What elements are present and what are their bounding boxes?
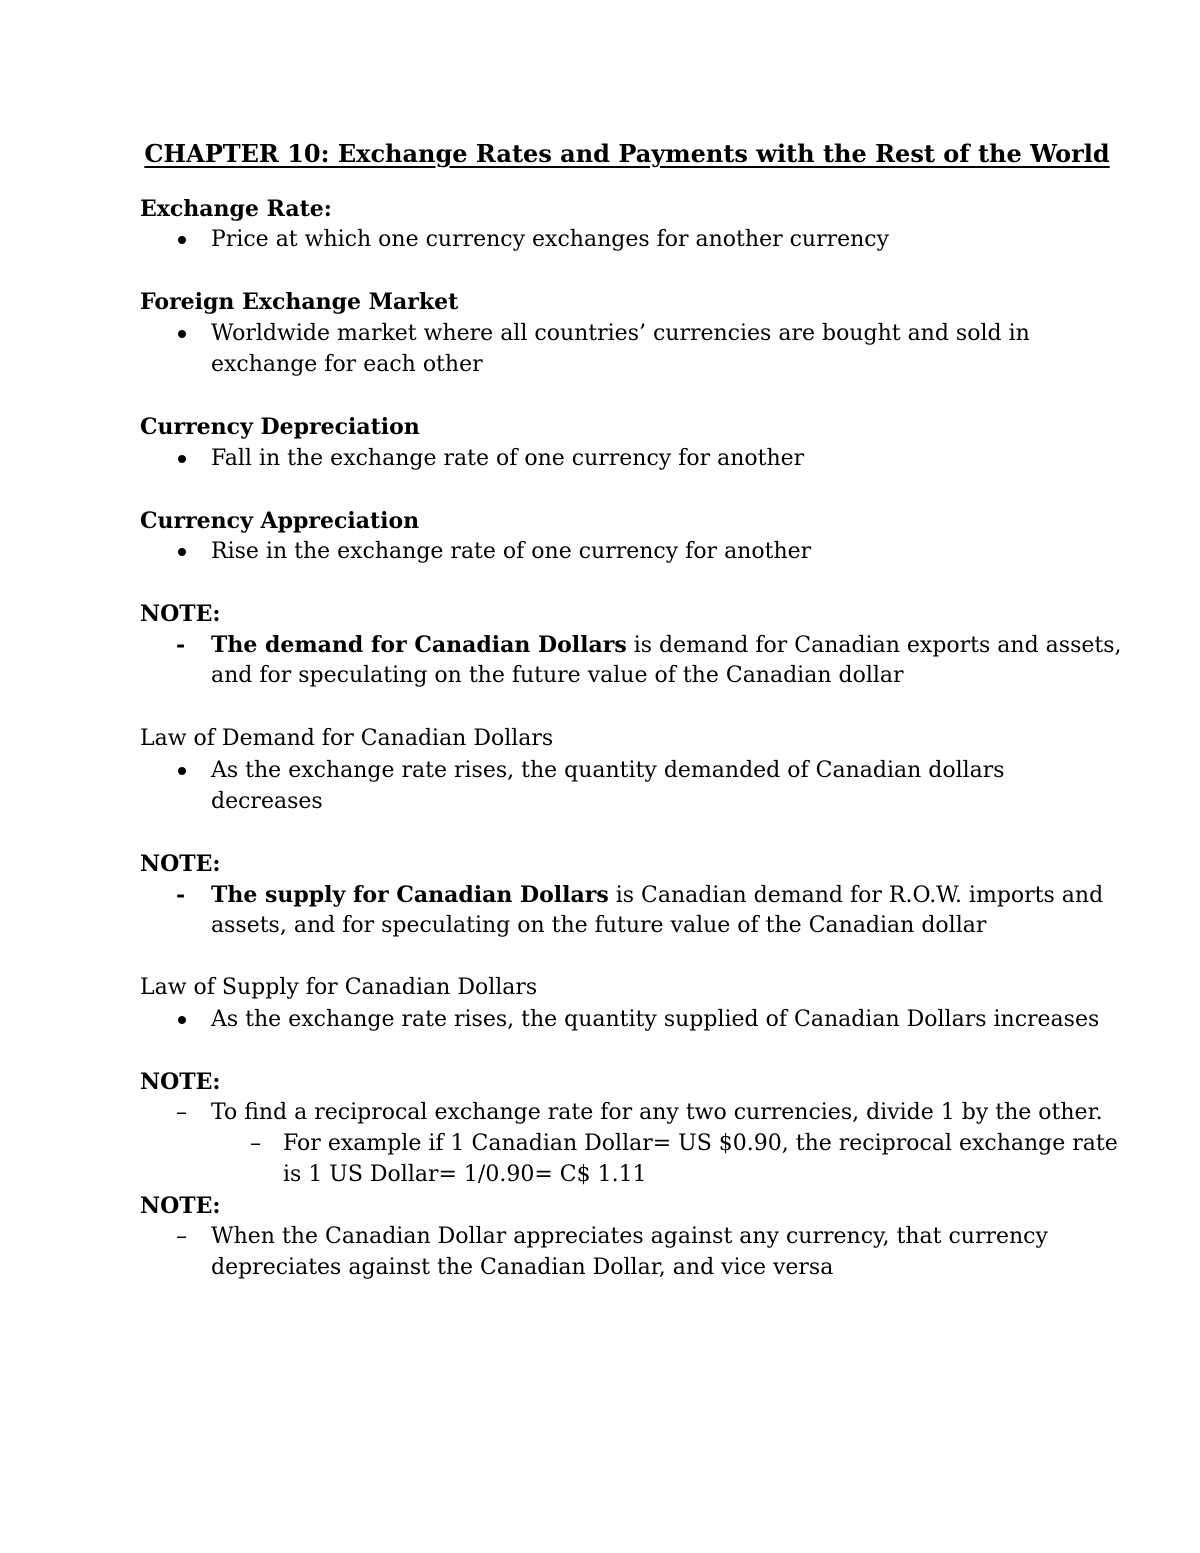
bullet-icon: [178, 236, 186, 244]
list-item: Fall in the exchange rate of one currency for another: [211, 446, 805, 471]
list-item: As the exchange rate rises, the quantity supplied of Canadian Dollars increases: [211, 1007, 1100, 1032]
dash-marker: –: [176, 1100, 187, 1125]
list-item: Worldwide market where all countries’ currencies are bought and sold in: [211, 321, 1030, 346]
list-item: As the exchange rate rises, the quantity demanded of Canadian dollars: [211, 758, 1005, 783]
note-heading: NOTE:: [140, 601, 221, 627]
bullet-icon: [178, 767, 186, 775]
bullet-icon: [178, 1016, 186, 1024]
list-item: [211, 631, 1122, 660]
list-item: When the Canadian Dollar appreciates against any currency, that currency: [211, 1224, 1048, 1249]
list-item-text: is demand for Canadian exports and assets,: [626, 633, 1122, 658]
list-item-continuation: assets, and for speculating on the future value of the Canadian dollar: [211, 913, 987, 938]
list-item-continuation: and for speculating on the future value of the Canadian dollar: [211, 663, 904, 688]
section-heading-law-of-demand: Law of Demand for Canadian Dollars: [140, 726, 554, 751]
emphasis-text: The demand for Canadian Dollars: [211, 632, 627, 658]
note-heading: NOTE:: [140, 851, 221, 877]
dash-marker: -: [176, 882, 186, 908]
section-heading-foreign-exchange-market: Foreign Exchange Market: [140, 289, 459, 315]
sub-list-item-continuation: is 1 US Dollar= 1/0.90= C$ 1.11: [283, 1162, 647, 1187]
list-item: Price at which one currency exchanges for another currency: [211, 227, 890, 252]
section-heading-currency-appreciation: Currency Appreciation: [140, 508, 420, 534]
dash-marker: -: [176, 632, 186, 658]
dash-marker: –: [250, 1131, 261, 1156]
list-item-continuation: decreases: [211, 789, 323, 814]
list-item: To find a reciprocal exchange rate for any two currencies, divide 1 by the other.: [211, 1100, 1103, 1125]
dash-marker: –: [176, 1224, 187, 1249]
bullet-icon: [178, 455, 186, 463]
emphasis-text: The supply for Canadian Dollars: [211, 882, 609, 908]
section-heading-currency-depreciation: Currency Depreciation: [140, 414, 420, 440]
bullet-icon: [178, 548, 186, 556]
note-heading: NOTE:: [140, 1193, 221, 1219]
section-heading-exchange-rate: Exchange Rate:: [140, 196, 332, 222]
list-item-text: is Canadian demand for R.O.W. imports and: [608, 883, 1104, 908]
section-heading-law-of-supply: Law of Supply for Canadian Dollars: [140, 975, 538, 1000]
page-title: CHAPTER 10: Exchange Rates and Payments with the Rest of the World: [144, 139, 1110, 168]
list-item: [211, 881, 1103, 910]
list-item: Rise in the exchange rate of one currency for another: [211, 539, 812, 564]
list-item-continuation: exchange for each other: [211, 352, 483, 377]
bullet-icon: [178, 330, 186, 338]
sub-list-item: For example if 1 Canadian Dollar= US $0.90, the reciprocal exchange rate: [283, 1131, 1118, 1156]
list-item-continuation: depreciates against the Canadian Dollar, and vice versa: [211, 1255, 834, 1280]
note-heading: NOTE:: [140, 1069, 221, 1095]
